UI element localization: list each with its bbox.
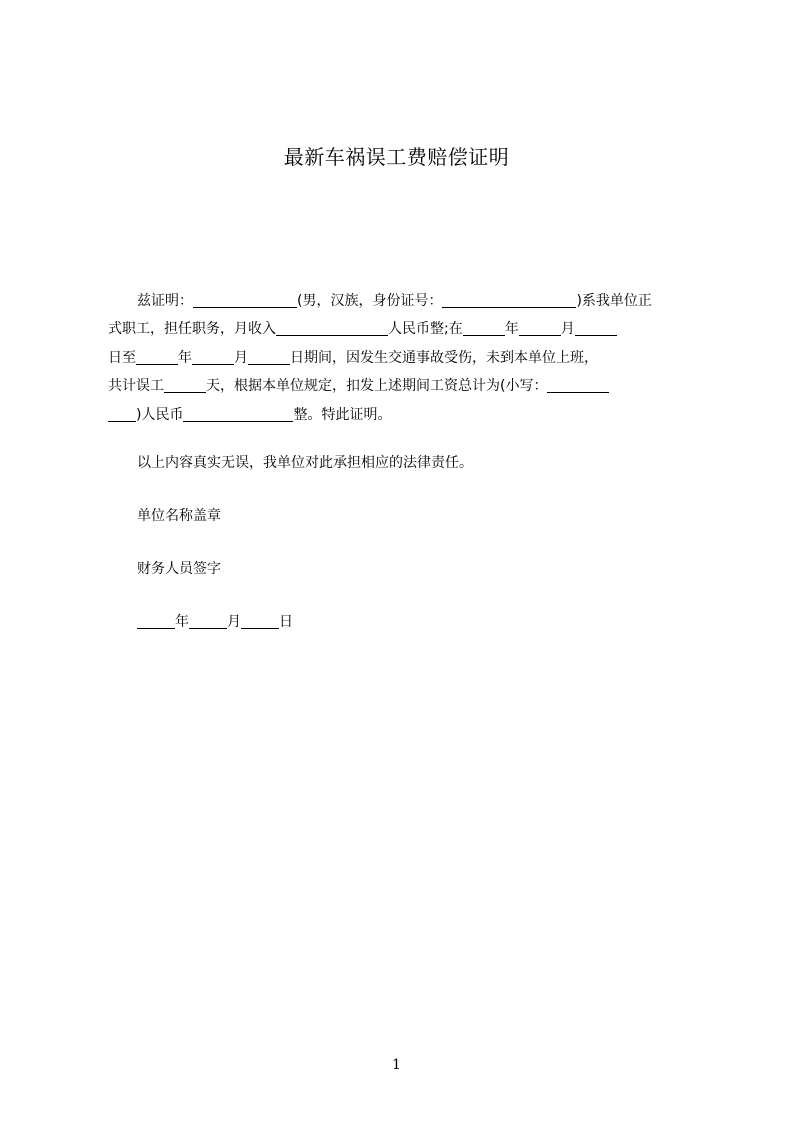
body-line-2 xyxy=(108,315,700,343)
seal-label: 单位名称盖章 xyxy=(137,508,221,524)
date-day-blank xyxy=(241,613,279,629)
body-line-1 xyxy=(108,287,700,315)
document-title: 最新车祸误工费赔偿证明 xyxy=(283,145,510,169)
body-text: (男，汉族，身份证号： xyxy=(297,293,443,309)
body-text: 整。特此证明。 xyxy=(293,406,392,423)
page-number: 1 xyxy=(392,1057,401,1073)
month-blank xyxy=(519,320,561,336)
date-text: 月 xyxy=(227,614,241,630)
body-text: )人民币 xyxy=(136,406,184,423)
body-text: 日至 xyxy=(108,349,136,366)
date-month-blank xyxy=(189,613,227,629)
amount-lowercase-blank xyxy=(108,406,136,422)
body-text: 月 xyxy=(234,349,248,366)
body-line-3 xyxy=(108,344,700,372)
certificate-body xyxy=(108,287,700,429)
body-text: 人民币整;在 xyxy=(388,321,463,338)
amount-uppercase-blank xyxy=(183,406,293,422)
date-line xyxy=(137,611,293,631)
body-line-4 xyxy=(108,372,700,400)
body-text: 兹证明： xyxy=(137,293,193,309)
body-text: 共计误工 xyxy=(108,378,164,395)
body-text: 式职工，担任职务，月收入 xyxy=(108,321,276,338)
name-blank xyxy=(193,292,297,308)
body-text: 月 xyxy=(560,321,575,338)
days-blank xyxy=(164,377,206,393)
body-text: 日期间，因发生交通事故受伤，未到本单位上班， xyxy=(290,349,598,366)
month-blank xyxy=(192,349,234,365)
date-text: 日 xyxy=(279,614,293,630)
date-year-blank xyxy=(137,613,175,629)
year-blank xyxy=(463,320,505,336)
income-blank xyxy=(276,320,388,336)
amount-lowercase-blank xyxy=(547,377,609,393)
body-text: )系我单位正 xyxy=(576,293,652,309)
body-text: 年 xyxy=(178,349,192,366)
date-text: 年 xyxy=(175,614,189,630)
day-blank xyxy=(575,320,617,336)
body-text: 天，根据本单位规定，扣发上述期间工资总计为(小写： xyxy=(206,378,548,395)
statement: 以上内容真实无误，我单位对此承担相应的法律责任。 xyxy=(137,455,473,471)
body-text: 年 xyxy=(504,321,519,338)
signature-label: 财务人员签字 xyxy=(137,561,221,577)
day-blank xyxy=(248,349,290,365)
year-blank xyxy=(136,349,178,365)
body-line-5 xyxy=(108,401,700,429)
id-number-blank xyxy=(442,292,576,308)
